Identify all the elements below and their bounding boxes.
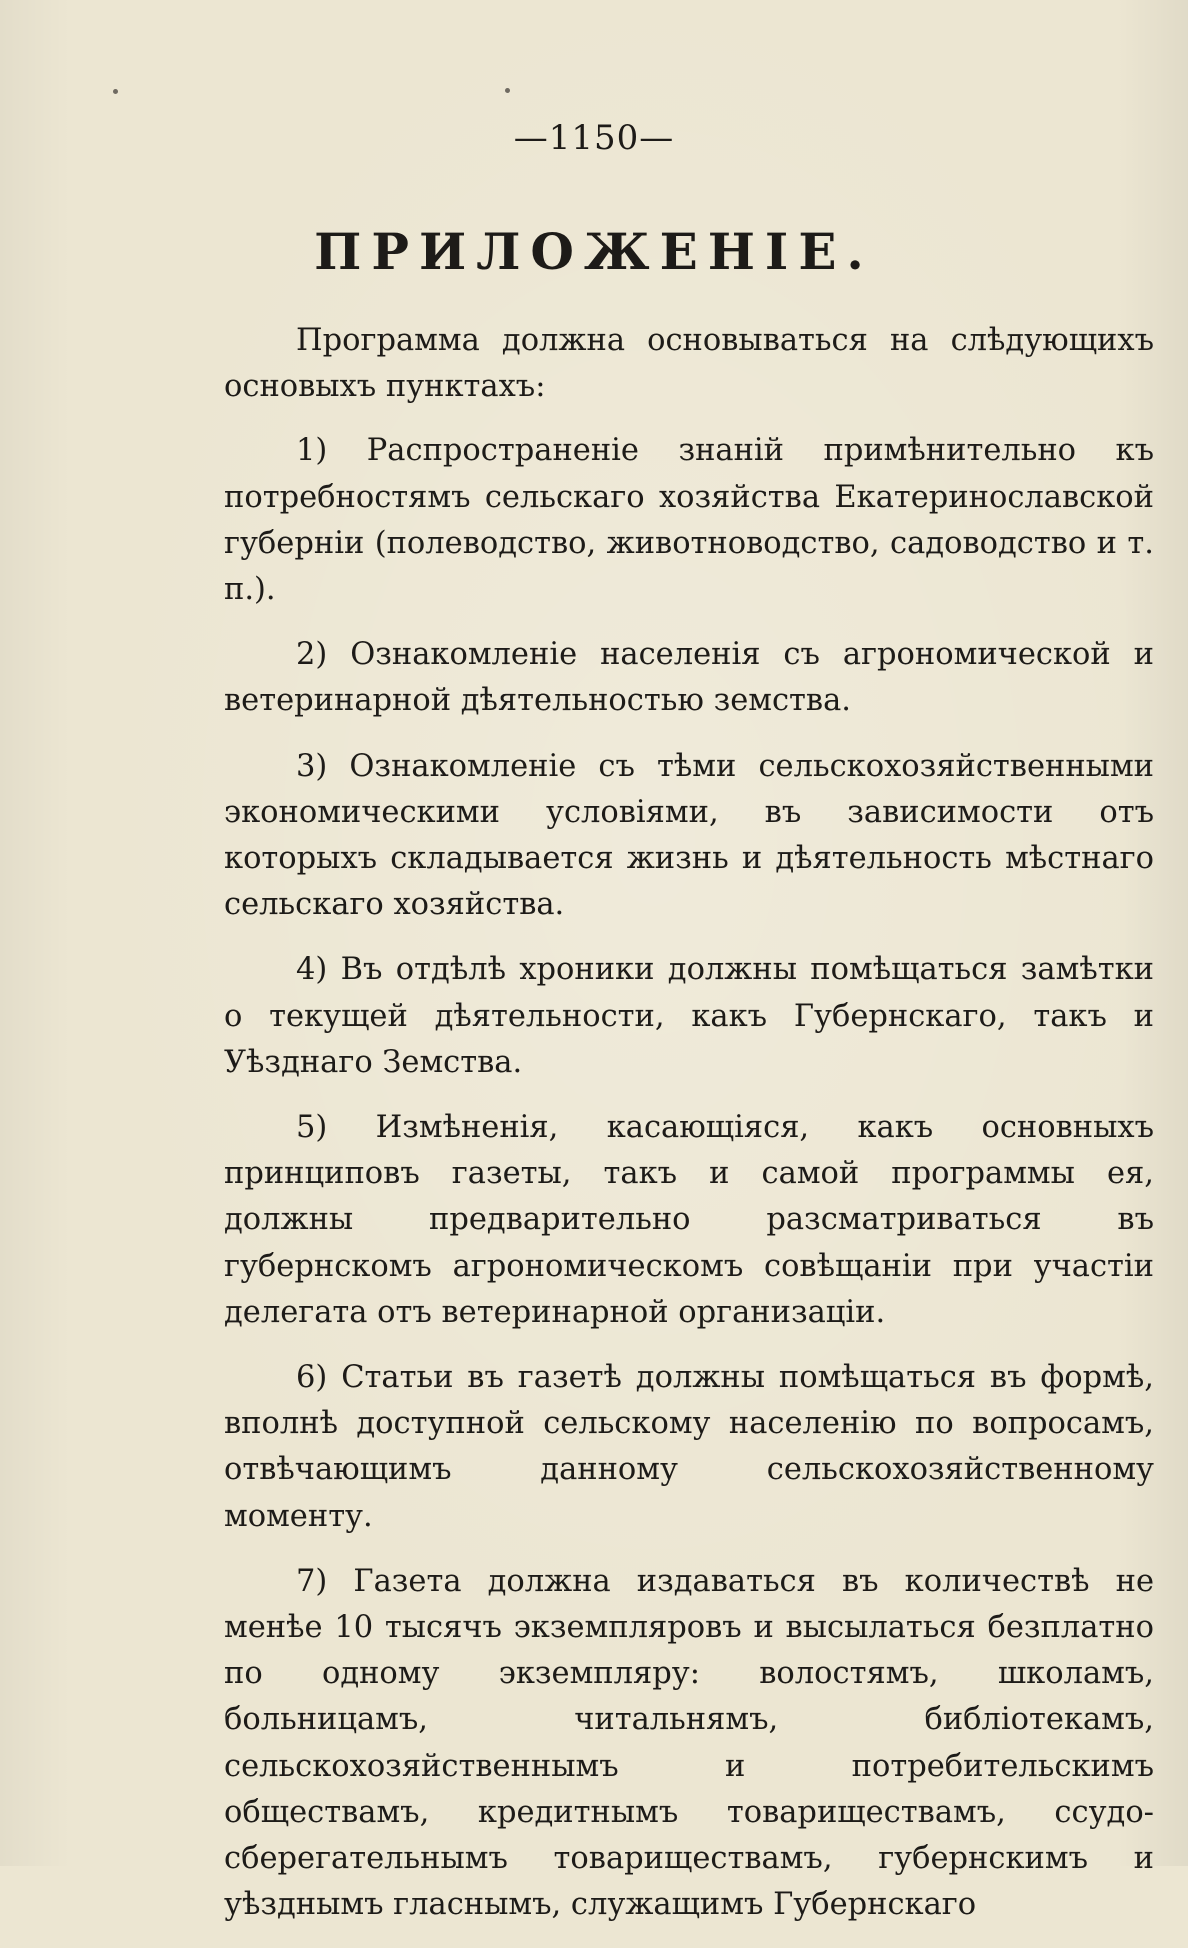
program-item-1: 1) Распространеніе знаній примѣнительно къ потребностямъ сельскаго хозяйства Екатеринославской губерніи (полеводство, животноводство, садоводство и т. п.). <box>224 433 1154 608</box>
program-item-7: 7) Газета должна издаваться въ количествѣ не менѣе 10 тысячъ экземпляровъ и высылаться безплатно по одному экземпляру: волостямъ, школамъ, больницамъ, читальнямъ, библіотекамъ, сельскохозяйственнымъ и потребительскимъ обществамъ, кредитнымъ товариществамъ, ссудо-сберегательнымъ товариществамъ, губернскимъ и уѣзднымъ гласнымъ, служащимъ Губернскаго <box>224 1563 1154 1923</box>
ink-speck <box>113 89 118 94</box>
program-item-4: 4) Въ отдѣлѣ хроники должны помѣщаться замѣтки о текущей дѣятельности, какъ Губернскаго, такъ и Уѣзднаго Земства. <box>224 952 1154 1080</box>
program-item-3: 3) Ознакомленіе съ тѣми сельскохозяйственными экономическими условіями, въ зависимости отъ которыхъ складывается жизнь и дѣятельность мѣстнаго сельскаго хозяйства. <box>224 748 1154 923</box>
program-item-2: 2) Ознакомленіе населенія съ агрономической и ветеринарной дѣятельностью земства. <box>224 637 1154 719</box>
body-text <box>224 318 1154 1948</box>
appendix-title: ПРИЛОЖЕНІЕ. <box>314 222 874 281</box>
program-item-6: 6) Статьи въ газетѣ должны помѣщаться въ формѣ, вполнѣ доступной сельскому населенію по вопросамъ, отвѣчающимъ данному сельскохозяйственному моменту. <box>224 1360 1154 1534</box>
ink-speck <box>505 88 510 93</box>
intro-paragraph: Программа должна основываться на слѣдующихъ основыхъ пунктахъ: <box>224 323 1154 405</box>
program-item-5: 5) Измѣненія, касающіяся, какъ основныхъ принциповъ газеты, такъ и самой программы ея, должны предварительно разсматриваться въ губернскомъ агрономическомъ совѣщаніи при участіи делегата отъ ветеринарной организаціи. <box>224 1110 1154 1330</box>
page-number: —1150— <box>513 118 675 158</box>
